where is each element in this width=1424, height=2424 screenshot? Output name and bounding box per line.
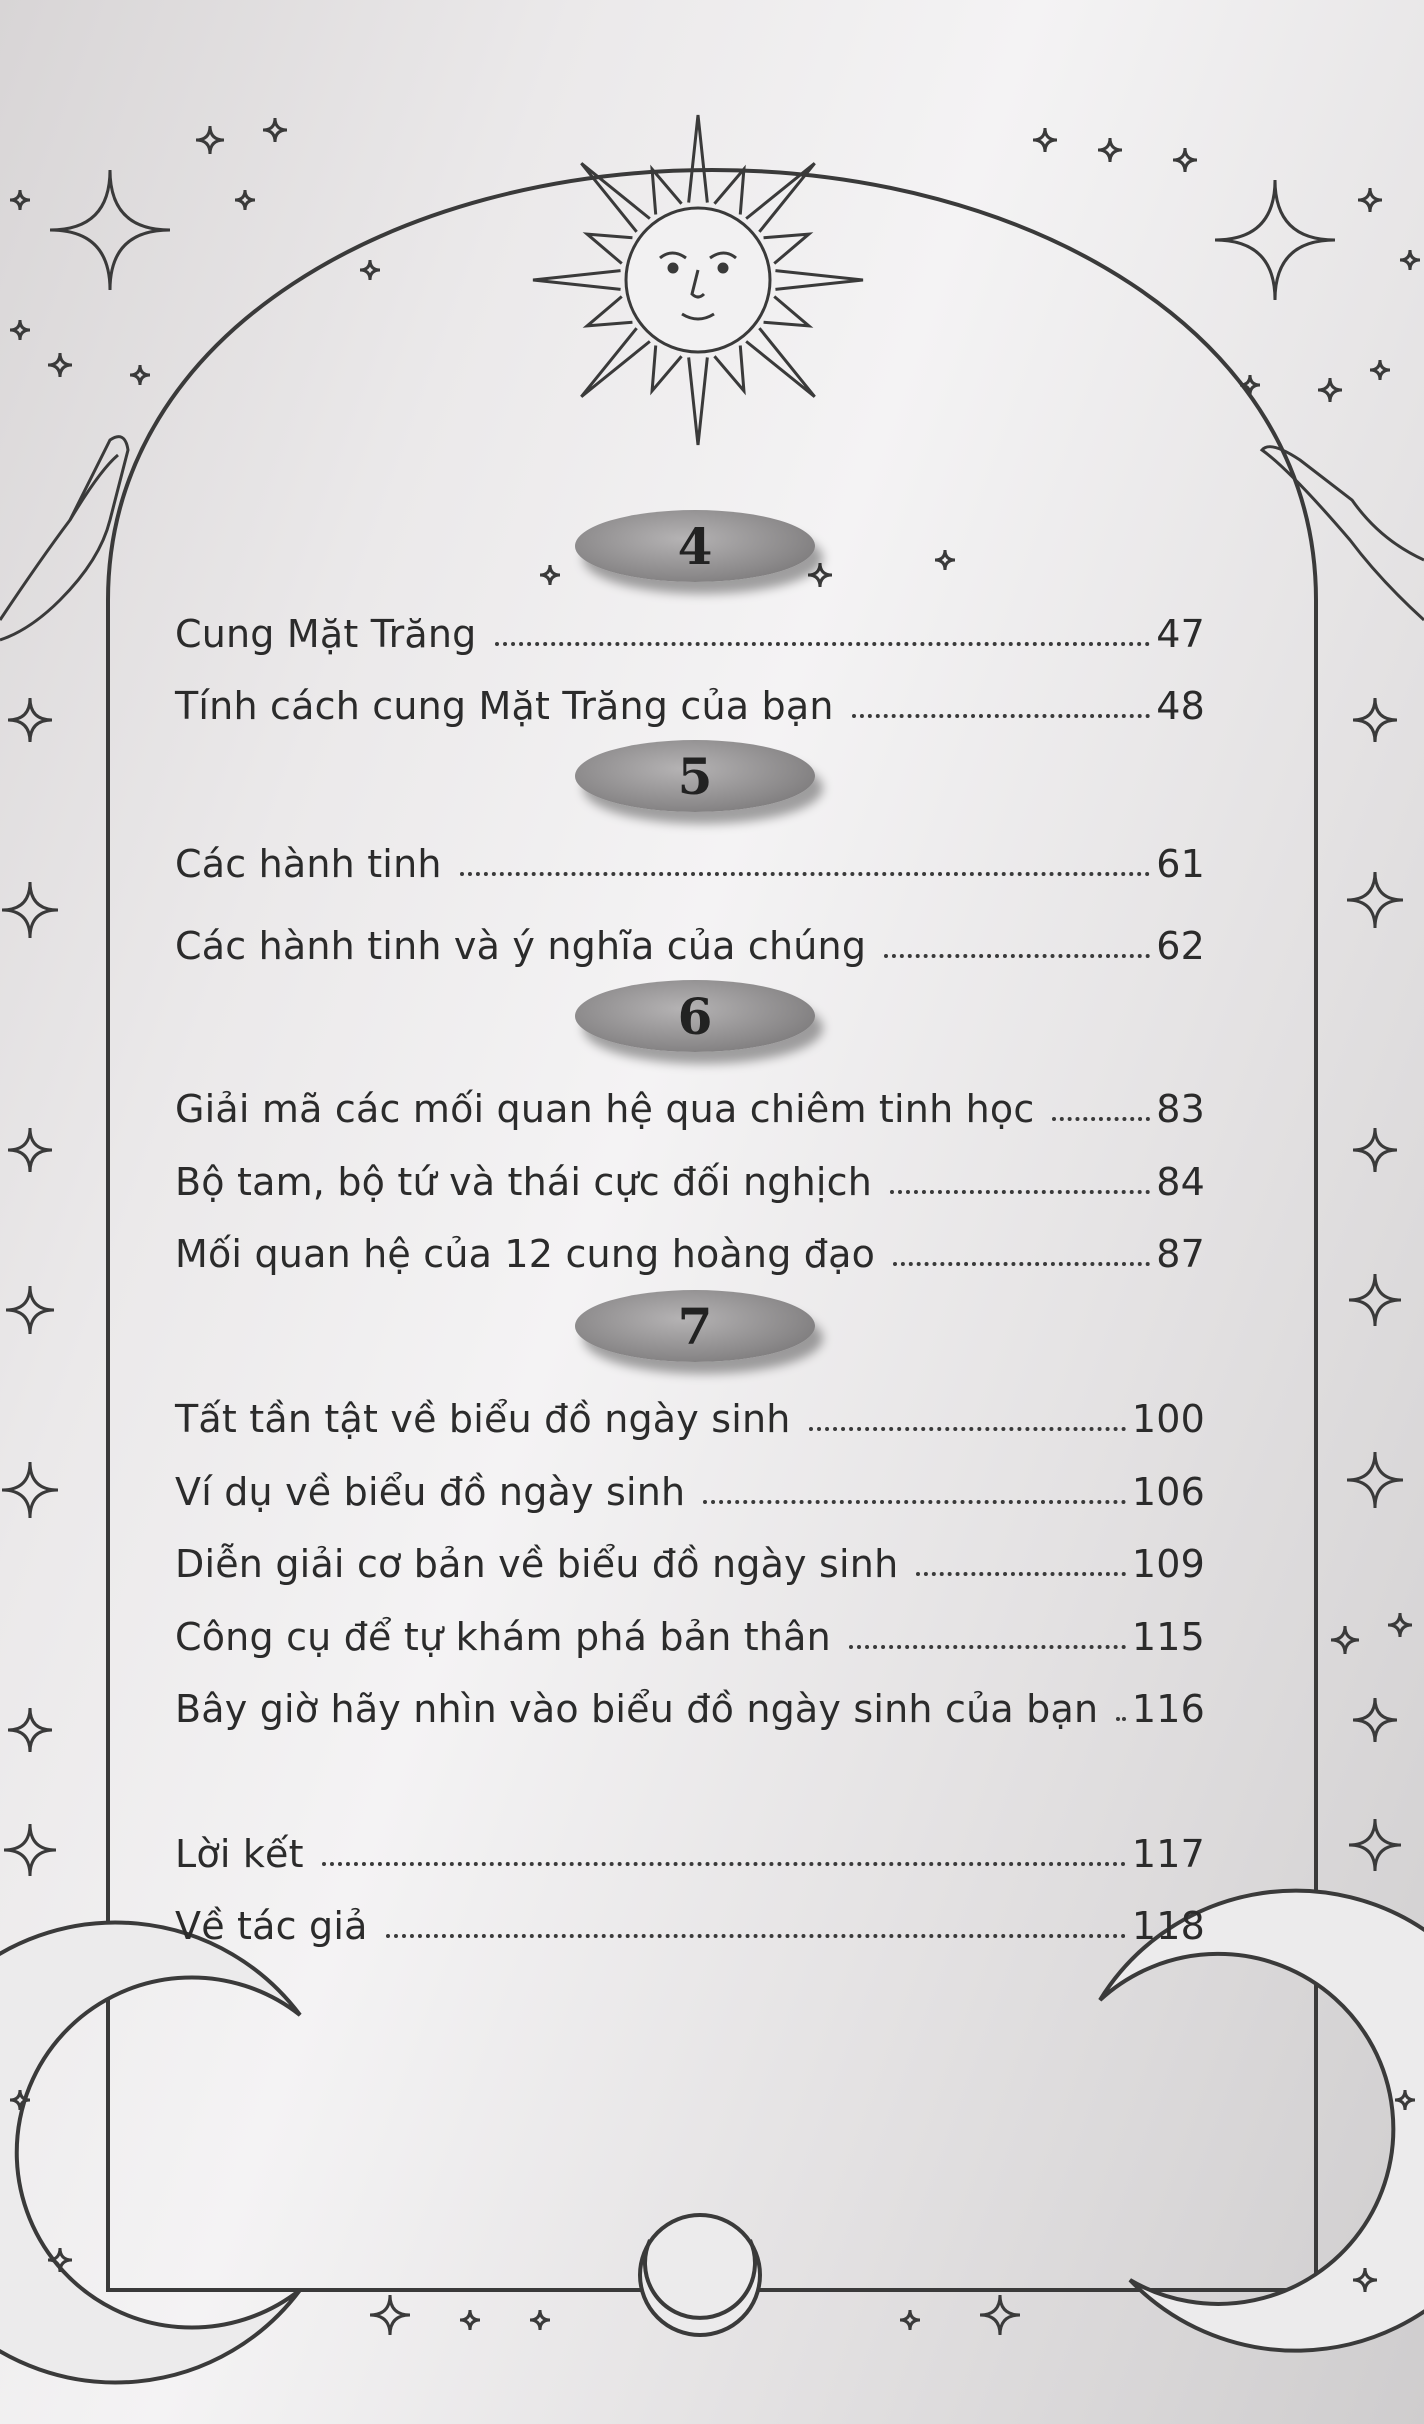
dot-leader	[852, 714, 1151, 718]
sparkle-star-icon	[1215, 180, 1335, 300]
toc-entry-page: 87	[1156, 1232, 1205, 1276]
toc-entry[interactable]	[175, 1820, 1205, 1876]
sparkle-star-icon	[935, 550, 955, 570]
toc-entry[interactable]	[175, 1148, 1205, 1204]
toc-entry[interactable]	[175, 912, 1205, 968]
sparkle-star-icon	[540, 565, 560, 585]
sparkle-star-icon	[1349, 1819, 1401, 1871]
sparkle-star-icon	[1033, 128, 1057, 152]
dot-leader	[849, 1645, 1126, 1649]
sparkle-star-icon	[1173, 148, 1197, 172]
sun-ray	[689, 115, 708, 203]
toc-entry-title: Bây giờ hãy nhìn vào biểu đồ ngày sinh của bạn	[175, 1687, 1099, 1731]
crescent-moon-icon	[640, 2215, 760, 2335]
sparkle-star-icon	[4, 1824, 56, 1876]
toc-entry-title: Mối quan hệ của 12 cung hoàng đạo	[175, 1232, 876, 1276]
sparkle-star-icon	[1331, 1626, 1359, 1654]
toc-entry-title: Tất tần tật về biểu đồ ngày sinh	[175, 1397, 791, 1441]
dot-leader	[890, 1190, 1150, 1194]
toc-entry-page: 115	[1131, 1615, 1205, 1659]
toc-entry-page: 84	[1156, 1160, 1205, 1204]
sparkle-star-icon	[130, 365, 150, 385]
toc-entry[interactable]	[175, 1075, 1205, 1131]
toc-entry-page: 118	[1131, 1904, 1205, 1948]
sparkle-star-icon	[2, 1462, 58, 1518]
toc-entry-title: Về tác giả	[175, 1904, 368, 1948]
toc-entry-page: 83	[1156, 1087, 1205, 1131]
dot-leader	[809, 1427, 1126, 1431]
sparkle-star-icon	[8, 1708, 52, 1752]
chapter-number-badge: 4	[575, 510, 815, 582]
sparkle-star-icon	[1358, 188, 1382, 212]
sparkle-star-icon	[530, 2310, 550, 2330]
dot-leader	[322, 1862, 1126, 1866]
sparkle-star-icon	[2, 882, 58, 938]
sun-ray	[764, 296, 809, 325]
sparkle-star-icon	[900, 2310, 920, 2330]
sun-ray	[652, 169, 681, 214]
crescent-moon-face-icon	[1100, 1891, 1424, 2351]
toc-entry[interactable]	[175, 830, 1205, 886]
toc-entry[interactable]	[175, 1385, 1205, 1441]
dot-leader	[386, 1934, 1126, 1938]
toc-entry[interactable]	[175, 1530, 1205, 1586]
toc-entry-title: Giải mã các mối quan hệ qua chiêm tinh học	[175, 1087, 1035, 1131]
toc-entry-page: 62	[1156, 924, 1205, 968]
sparkle-star-icon	[235, 190, 255, 210]
sparkle-star-icon	[1353, 1128, 1397, 1172]
sparkle-star-icon	[1347, 872, 1403, 928]
sparkle-star-icon	[1347, 1452, 1403, 1508]
sparkle-star-icon	[980, 2295, 1020, 2335]
toc-entry-page: 48	[1156, 684, 1205, 728]
chapter-number-badge: 7	[575, 1290, 815, 1362]
sun-ray	[581, 328, 650, 397]
sparkle-star-icon	[1370, 360, 1390, 380]
toc-entry-page: 100	[1131, 1397, 1205, 1441]
sparkle-star-icon	[1349, 1274, 1401, 1326]
toc-entry-title: Các hành tinh	[175, 842, 442, 886]
toc-entry-title: Tính cách cung Mặt Trăng của bạn	[175, 684, 834, 728]
sparkle-star-icon	[8, 698, 52, 742]
toc-entry-title: Công cụ để tự khám phá bản thân	[175, 1615, 831, 1659]
dot-leader	[893, 1262, 1150, 1266]
toc-entry[interactable]	[175, 1603, 1205, 1659]
toc-entry-title: Diễn giải cơ bản về biểu đồ ngày sinh	[175, 1542, 899, 1586]
sparkle-star-icon	[10, 190, 30, 210]
toc-entry-title: Bộ tam, bộ tứ và thái cực đối nghịch	[175, 1160, 873, 1204]
sparkle-star-icon	[1353, 1698, 1397, 1742]
sparkle-star-icon	[1353, 698, 1397, 742]
toc-entry[interactable]	[175, 1675, 1205, 1731]
sun-ray	[587, 234, 632, 263]
toc-entry-page: 117	[1131, 1832, 1205, 1876]
sparkle-star-icon	[48, 353, 72, 377]
sun-ray	[587, 296, 632, 325]
toc-entry[interactable]	[175, 1220, 1205, 1276]
sun-ray	[746, 328, 815, 397]
sparkle-star-icon	[360, 260, 380, 280]
dot-leader	[1116, 1717, 1126, 1721]
toc-entry-page: 61	[1156, 842, 1205, 886]
sun-face-icon	[533, 115, 863, 445]
praying-hand-icon	[1262, 447, 1424, 620]
sun-ray	[764, 234, 809, 263]
toc-entry-page: 47	[1156, 612, 1205, 656]
sun-ray	[533, 271, 621, 290]
sparkle-star-icon	[1400, 250, 1420, 270]
toc-entry-page: 109	[1131, 1542, 1205, 1586]
sparkle-star-icon	[263, 118, 287, 142]
sparkle-star-icon	[460, 2310, 480, 2330]
toc-entry-title: Cung Mặt Trăng	[175, 612, 477, 656]
sparkle-star-icon	[370, 2295, 410, 2335]
sun-ray	[775, 271, 863, 290]
sparkle-star-icon	[1098, 138, 1122, 162]
sparkle-star-icon	[6, 1286, 54, 1334]
toc-entry[interactable]	[175, 672, 1205, 728]
sun-ray	[714, 346, 743, 391]
sparkle-star-icon	[1318, 378, 1342, 402]
sun-ray	[689, 357, 708, 445]
sparkle-star-icon	[1388, 1613, 1412, 1637]
dot-leader	[495, 642, 1151, 646]
dot-leader	[884, 954, 1150, 958]
sparkle-star-icon	[50, 170, 170, 290]
toc-entry-title: Các hành tinh và ý nghĩa của chúng	[175, 924, 867, 968]
toc-entry-title: Lời kết	[175, 1832, 304, 1876]
sparkle-star-icon	[196, 126, 224, 154]
dot-leader	[460, 872, 1151, 876]
toc-entry[interactable]	[175, 600, 1205, 656]
sparkle-star-icon	[8, 1128, 52, 1172]
chapter-number-badge: 5	[575, 740, 815, 812]
dot-leader	[1052, 1117, 1150, 1121]
sparkle-star-icon	[10, 320, 30, 340]
toc-entry-page: 116	[1131, 1687, 1205, 1731]
sparkle-star-icon	[1240, 375, 1260, 395]
dot-leader	[703, 1500, 1126, 1504]
chapter-number-badge: 6	[575, 980, 815, 1052]
toc-entry-page: 106	[1131, 1470, 1205, 1514]
toc-entry-title: Ví dụ về biểu đồ ngày sinh	[175, 1470, 686, 1514]
toc-entry[interactable]	[175, 1892, 1205, 1948]
dot-leader	[916, 1572, 1126, 1576]
sparkle-star-icon	[808, 563, 832, 587]
sun-ray	[714, 169, 743, 214]
sun-ray	[652, 346, 681, 391]
toc-entry[interactable]	[175, 1458, 1205, 1514]
crescent-moon-face-icon	[0, 1922, 300, 2382]
